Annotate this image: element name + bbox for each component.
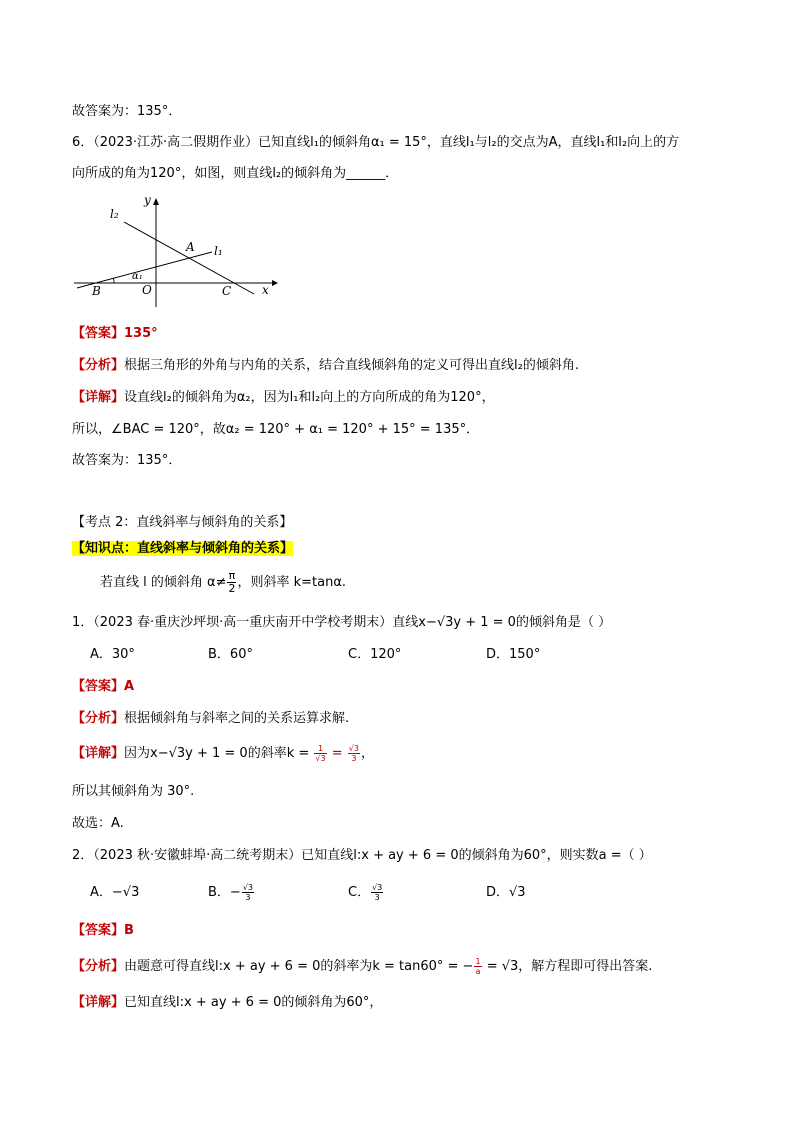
q1-option-a: A．30° bbox=[90, 647, 135, 662]
detail-1: 【详解】因为x−√3y + 1 = 0的斜率k = $\frac{1}{√3}$ = $\frac{√3}{3}$ ， bbox=[72, 744, 374, 763]
question-6-line-1: 6．（2023·江苏·高二假期作业）已知直线l₁的倾斜角α₁ = 15°，直线l₁与l₂的交点为A，直线l₁和l₂向上的方 bbox=[72, 135, 680, 150]
label-y: y bbox=[144, 193, 151, 207]
geometry-diagram bbox=[72, 193, 282, 313]
q2-option-c: C． $\frac{√3}{3}$ bbox=[348, 883, 383, 902]
label-C: C bbox=[222, 284, 232, 298]
analysis-1: 【分析】根据倾斜角与斜率之间的关系运算求解. bbox=[72, 711, 350, 726]
topic-heading: 【考点 2：直线斜率与倾斜角的关系】 bbox=[72, 515, 293, 530]
final-answer-6: 故答案为：135°． bbox=[72, 453, 182, 468]
x-axis-arrow bbox=[272, 280, 278, 286]
label-A: A bbox=[186, 240, 195, 254]
analysis-6: 【分析】根据三角形的外角与内角的关系，结合直线倾斜角的定义可得出直线l₂的倾斜角. bbox=[72, 358, 579, 373]
answer-6: 【答案】135° bbox=[72, 326, 158, 341]
label-x: x bbox=[262, 283, 269, 297]
answer-line-prev: 故答案为：135°． bbox=[72, 104, 182, 119]
y-axis-arrow bbox=[153, 198, 159, 205]
detail-6-cont: 所以，∠BAC = 120°，故α₂ = 120° + α₁ = 120° + 15° = 135°． bbox=[72, 422, 480, 437]
rule-text: 若直线 l 的倾斜角 α≠ $\frac{\pi}{2}$ ，则斜率 k=tanα. bbox=[100, 569, 347, 595]
q2-option-d: D．√3 bbox=[486, 885, 526, 900]
angle-arc bbox=[113, 278, 114, 283]
label-l1: l₁ bbox=[214, 244, 223, 258]
question-1: 1．（2023 春·重庆沙坪坝·高一重庆南开中学校考期末）直线x−√3y + 1 = 0的倾斜角是（ ） bbox=[72, 615, 612, 630]
label-alpha: α₁ bbox=[132, 271, 143, 282]
answer-1: 【答案】A bbox=[72, 679, 135, 694]
analysis-2: 【分析】由题意可得直线l:x + ay + 6 = 0的斜率为k = tan60° = − $\frac{1}{a}$ = √3，解方程即可得出答案. bbox=[72, 957, 653, 976]
label-O: O bbox=[142, 283, 152, 297]
knowledge-point: 【知识点：直线斜率与倾斜角的关系】 bbox=[72, 541, 294, 556]
question-6-line-2: 向所成的角为120°，如图，则直线l₂的倾斜角为______． bbox=[72, 166, 399, 181]
q1-option-b: B．60° bbox=[208, 647, 253, 662]
detail-1-cont: 所以其倾斜角为 30°. bbox=[72, 784, 195, 799]
q1-option-d: D．150° bbox=[486, 647, 541, 662]
q1-option-c: C．120° bbox=[348, 647, 402, 662]
q2-option-a: A．−√3 bbox=[90, 885, 140, 900]
label-B: B bbox=[92, 284, 101, 298]
q2-option-b: B．− $\frac{√3}{3}$ bbox=[208, 883, 253, 902]
final-answer-1: 故选：A. bbox=[72, 816, 124, 831]
answer-2: 【答案】B bbox=[72, 923, 134, 938]
detail-2: 【详解】已知直线l:x + ay + 6 = 0的倾斜角为60°， bbox=[72, 995, 383, 1010]
label-l2: l₂ bbox=[110, 207, 119, 221]
detail-6: 【详解】设直线l₂的倾斜角为α₂，因为l₁和l₂向上的方向所成的角为120°， bbox=[72, 390, 495, 405]
question-2: 2．（2023 秋·安徽蚌埠·高二统考期末）已知直线l:x + ay + 6 = 0的倾斜角为60°，则实数a =（ ） bbox=[72, 848, 652, 863]
